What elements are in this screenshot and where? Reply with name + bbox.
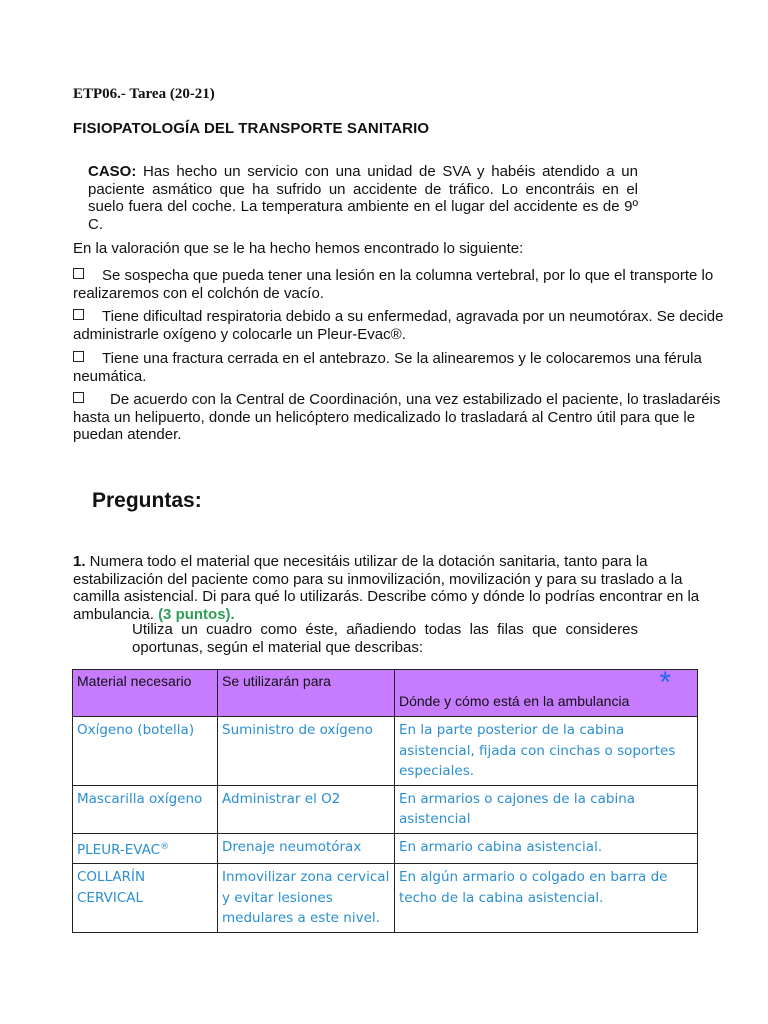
table-row — [73, 717, 698, 786]
table-cell: Suministro de oxígeno — [218, 717, 395, 786]
table-cell: En la parte posterior de la cabina asistencial, fijada con cinchas o soportes especiales. — [395, 717, 698, 786]
list-item-text: Tiene dificultad respiratoria debido a su enfermedad, agravada por un neumotórax. Se decide administrarle oxígeno y colocarle un Pleur-Evac®. — [73, 308, 724, 343]
question-number: 1. — [73, 553, 86, 570]
checkbox-icon — [73, 268, 84, 279]
list-item-text: De acuerdo con la Central de Coordinación, una vez estabilizado el paciente, lo trasladaréis hasta un helipuerto, donde un helicóptero medicalizado lo trasladará al Centro útil para que le puedan atender. — [73, 391, 721, 443]
questions-heading: Preguntas: — [92, 489, 202, 512]
checkbox-icon — [73, 351, 84, 362]
table-cell: En armarios o cajones de la cabina asistencial — [395, 785, 698, 833]
case-text: Has hecho un servicio con una unidad de SVA y habéis atendido a un paciente asmático que ha sufrido un accidente de tráfico. Lo encontráis en el suelo fuera del coche. La temperatura ambiente en el lugar del accidente es de 9º C. — [88, 163, 638, 233]
list-item-text: Se sospecha que pueda tener una lesión en la columna vertebral, por lo que el transporte lo realizaremos con el colchón de vacío. — [73, 267, 714, 302]
question-text: Numera todo el material que necesitáis utilizar de la dotación sanitaria, tanto para la estabilización del paciente como para su inmovilización, movilización y para su traslado a la camilla asistencial. Di para qué lo utilizarás. Describe cómo y dónde lo podrías encontrar en la ambulancia. — [73, 553, 700, 623]
table-cell: En algún armario o colgado en barra de techo de la cabina asistencial. — [395, 864, 698, 933]
checkbox-icon — [73, 309, 84, 320]
instruction-text: Utiliza un cuadro como éste, añadiendo todas las filas que consideres oportunas, según el material que describas: — [132, 621, 638, 656]
list-item — [73, 391, 728, 444]
list-item — [73, 267, 728, 302]
intro-text: En la valoración que se le ha hecho hemos encontrado lo siguiente: — [73, 240, 524, 257]
table-cell: Inmovilizar zona cervical y evitar lesiones medulares a este nivel. — [218, 864, 395, 933]
registered-mark: ® — [160, 841, 170, 852]
column-header: Material necesario — [73, 670, 218, 717]
checkbox-icon — [73, 392, 84, 403]
table-cell: Administrar el O2 — [218, 785, 395, 833]
case-paragraph — [88, 163, 638, 233]
question-1 — [73, 553, 723, 623]
material-table — [72, 666, 698, 933]
column-header: Se utilizarán para — [218, 670, 395, 717]
asterisk-icon: * — [659, 666, 671, 699]
section-title: FISIOPATOLOGÍA DEL TRANSPORTE SANITARIO — [73, 120, 430, 137]
table-cell: Mascarilla oxígeno — [73, 785, 218, 833]
question-points: (3 puntos). — [158, 605, 235, 623]
list-item-text: Tiene una fractura cerrada en el antebrazo. Se la alinearemos y le colocaremos una férula neumática. — [73, 350, 702, 385]
table-cell: PLEUR-EVAC® — [73, 833, 218, 864]
list-item — [73, 350, 728, 385]
case-label: CASO: — [88, 163, 137, 180]
table-header-row — [73, 670, 698, 717]
table-row — [73, 785, 698, 833]
table-row — [73, 833, 698, 864]
table-row — [73, 864, 698, 933]
table-cell: COLLARÍN CERVICAL — [73, 864, 218, 933]
column-header: Dónde y cómo está en la ambulancia * — [395, 670, 698, 717]
table-cell: Drenaje neumotórax — [218, 833, 395, 864]
list-item — [73, 308, 728, 343]
document-title: ETP06.- Tarea (20-21) — [73, 86, 215, 102]
table-cell: En armario cabina asistencial. — [395, 833, 698, 864]
table-cell: Oxígeno (botella) — [73, 717, 218, 786]
